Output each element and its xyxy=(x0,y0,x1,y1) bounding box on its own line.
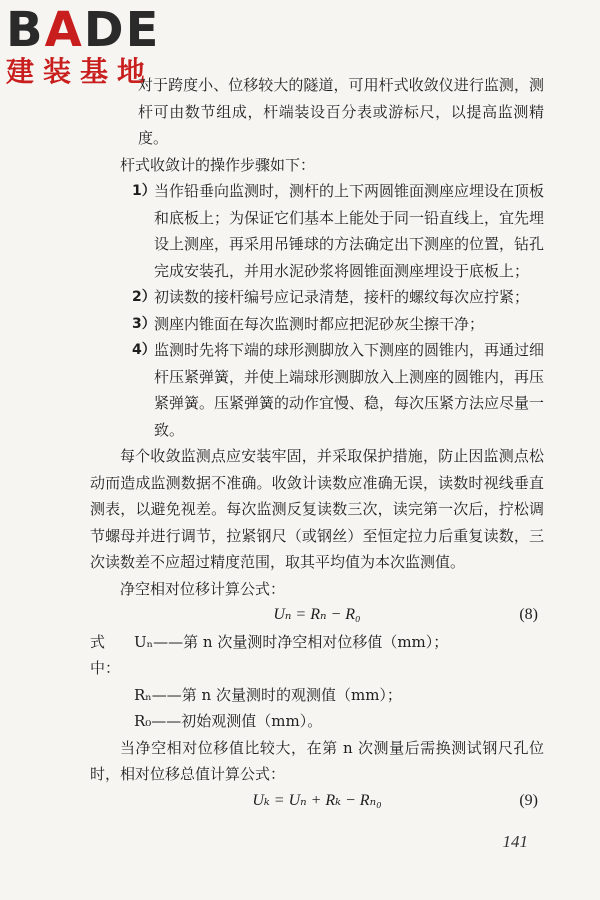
definitions-lead: 式中： xyxy=(90,632,121,677)
formula-8-expression: Uₙ = Rₙ − R₀ xyxy=(273,606,361,623)
page-number: 141 xyxy=(502,832,528,851)
definition-text: R₀——初始观测值（mm）。 xyxy=(134,712,323,730)
step-text: 初读数的接杆编号应记录清楚，接杆的螺纹每次应拧紧； xyxy=(154,288,530,306)
paragraph-intro: 对于跨度小、位移较大的隧道，可用杆式收敛仪进行监测，测杆可由数节组成，杆端装设百分表或游标尺，以提高监测精度。 xyxy=(138,76,544,147)
steps-list xyxy=(90,178,544,443)
definition-text: Uₙ——第 n 次量测时净空相对位移值（mm）； xyxy=(134,632,449,651)
logo-latin-wordmark xyxy=(6,4,176,56)
step-item xyxy=(90,178,544,284)
formula-8 xyxy=(90,602,544,629)
step-number: 3） xyxy=(132,315,156,332)
formula-8-number: (8) xyxy=(519,606,538,623)
definition-text: Rₙ——第 n 次量测时的观测值（mm）； xyxy=(134,685,402,704)
definition-row xyxy=(90,629,544,682)
step-text: 当作铅垂向监测时，测杆的上下两圆锥面测座应埋设在顶板和底板上；为保证它们基本上能处于同一铅直线上，宜先埋设上测座，再采用吊锤球的方法确定出下测座的位置，钻孔完成安装孔，并用水泥砂浆将圆锥面测座埋设于底板上； xyxy=(154,182,545,280)
step-item xyxy=(90,284,544,311)
step-number: 2） xyxy=(132,289,156,305)
page-body xyxy=(90,72,544,814)
definition-row xyxy=(90,708,544,735)
paragraph-steps-heading: 杆式收敛计的操作步骤如下： xyxy=(120,155,316,174)
formula-9 xyxy=(90,788,544,815)
logo-han-wordmark: 建装基地 xyxy=(6,55,155,88)
definition-indent xyxy=(90,682,134,709)
formula-9-number: (9) xyxy=(519,791,538,809)
step-number: 1） xyxy=(132,183,156,199)
definition-indent xyxy=(90,708,134,735)
step-number: 4） xyxy=(132,342,156,358)
formula-definitions xyxy=(90,629,544,735)
definition-row xyxy=(90,682,544,709)
step-item xyxy=(90,337,544,443)
logo-letter-prefix: B xyxy=(6,2,45,58)
paragraph-formula-intro: 净空相对位移计算公式： xyxy=(120,579,286,598)
formula-9-expression: Uₖ = Uₙ + Rₖ − Rₙ₀ xyxy=(252,791,382,809)
logo-letter-accent: A xyxy=(44,2,84,58)
step-text: 监测时先将下端的球形测脚放入下测座的圆锥内，再通过细杆压紧弹簧，并使上端球形测脚放入上测座的圆锥内，再压紧弹簧。压紧弹簧的动作宜慢、稳，每次压紧方法应尽量一致。 xyxy=(154,341,545,439)
step-text: 测座内锥面在每次监测时都应把泥砂灰尘擦干净； xyxy=(154,314,485,333)
logo-letter-suffix: DE xyxy=(83,2,161,58)
paragraph-total-displacement: 当净空相对位移值比较大，在第 n 次测量后需换测试钢尺孔位时，相对位移总值计算公式： xyxy=(90,738,544,783)
paragraph-monitoring: 每个收敛监测点应安装牢固，并采取保护措施，防止因监测点松动而造成监测数据不准确。收敛计读数应准确无误，读数时视线垂直测表，以避免视差。每次监测反复读数三次，读完第一次后，拧松调节螺母并进行调节，拉紧钢尺（或钢丝）至恒定拉力后重复读数，三次读数差不应超过精度范围，取其平均值为本次监测值。 xyxy=(90,447,544,571)
step-item xyxy=(90,311,544,338)
